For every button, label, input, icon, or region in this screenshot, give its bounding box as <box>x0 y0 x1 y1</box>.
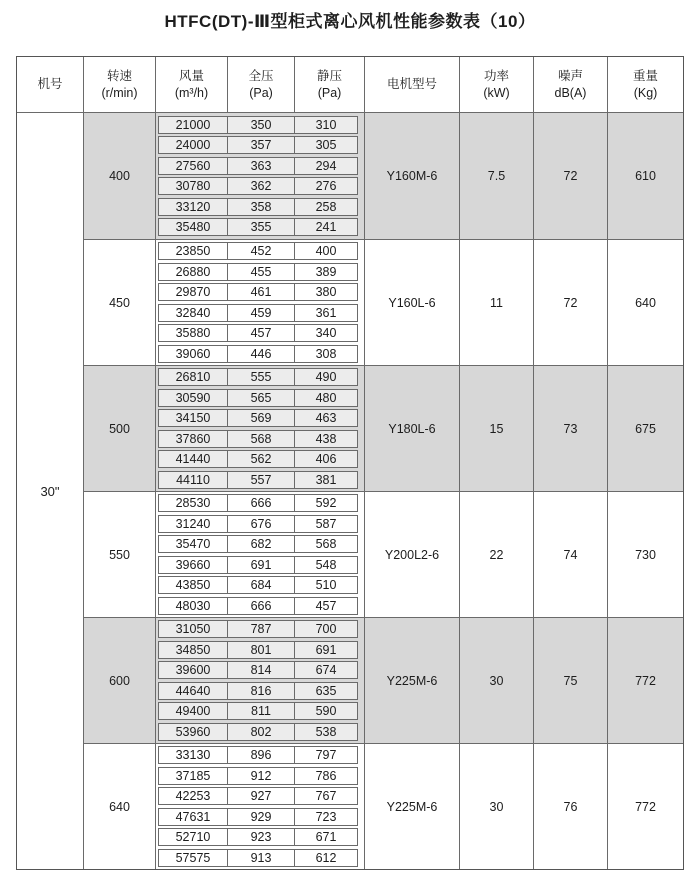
header-unit: (m³/h) <box>174 85 209 100</box>
performance-subtable <box>156 618 365 743</box>
motor-model-cell: Y225M-6 <box>365 618 460 743</box>
airflow-value: 37185 <box>159 768 228 784</box>
static-pressure-value: 674 <box>315 663 337 678</box>
speed-group-600 <box>84 617 683 743</box>
airflow-value: 30780 <box>159 178 228 194</box>
total-pressure-value: 923 <box>228 829 295 845</box>
motor-model-cell: Y225M-6 <box>365 744 460 869</box>
airflow-value: 34150 <box>159 410 228 426</box>
static-pressure-value: 310 <box>315 117 337 132</box>
static-pressure-value: 406 <box>315 452 337 467</box>
static-pressure-value: 612 <box>315 850 337 865</box>
total-pressure-value: 569 <box>228 410 295 426</box>
static-pressure-value: 592 <box>315 496 337 511</box>
total-pressure-value: 562 <box>228 451 295 467</box>
airflow-value: 26810 <box>159 369 228 385</box>
table-header-row <box>17 57 683 113</box>
static-pressure-value: 797 <box>315 748 337 763</box>
static-pressure-value: 381 <box>315 472 337 487</box>
static-pressure-value: 361 <box>315 305 337 320</box>
table-row <box>158 218 358 236</box>
speed-group-550 <box>84 491 683 617</box>
static-pressure-value: 568 <box>315 537 337 552</box>
total-pressure-value: 691 <box>228 557 295 573</box>
speed-cell: 500 <box>84 366 156 491</box>
static-pressure-value: 294 <box>315 158 337 173</box>
static-pressure-value: 587 <box>315 516 337 531</box>
table-row <box>158 723 358 741</box>
table-row <box>158 808 358 826</box>
header-cell-weight <box>608 57 683 112</box>
static-pressure-value: 767 <box>315 789 337 804</box>
table-row <box>158 324 358 342</box>
total-pressure-value: 676 <box>228 516 295 532</box>
table-row <box>158 556 358 574</box>
static-pressure-value: 389 <box>315 264 337 279</box>
static-pressure-value: 258 <box>315 199 337 214</box>
table-row <box>158 389 358 407</box>
table-row <box>158 746 358 764</box>
airflow-value: 26880 <box>159 264 228 280</box>
table-row <box>158 702 358 720</box>
power-cell: 22 <box>460 492 534 617</box>
total-pressure-value: 912 <box>228 768 295 784</box>
header-cell-power <box>460 57 534 112</box>
total-pressure-value: 568 <box>228 431 295 447</box>
performance-subtable <box>156 240 365 365</box>
fan-performance-table <box>16 56 684 870</box>
weight-cell: 610 <box>635 169 656 183</box>
static-pressure-value: 490 <box>315 370 337 385</box>
airflow-value: 41440 <box>159 451 228 467</box>
total-pressure-value: 355 <box>228 219 295 235</box>
total-pressure-value: 682 <box>228 536 295 552</box>
weight-cell: 640 <box>635 295 656 310</box>
total-pressure-value: 459 <box>228 305 295 321</box>
power-cell: 7.5 <box>460 113 534 239</box>
speed-group-500 <box>84 365 683 491</box>
header-unit: (Pa) <box>249 85 273 100</box>
total-pressure-value: 811 <box>228 703 295 719</box>
performance-subtable <box>156 744 365 869</box>
speed-cell: 640 <box>84 744 156 869</box>
total-pressure-value: 896 <box>228 747 295 763</box>
static-pressure-value: 510 <box>315 578 337 593</box>
header-unit: (Pa) <box>317 85 342 100</box>
static-pressure-value: 463 <box>315 411 337 426</box>
total-pressure-value: 666 <box>228 598 295 614</box>
header-cell-total-pressure <box>228 57 295 112</box>
total-pressure-value: 787 <box>228 621 295 637</box>
static-pressure-value: 548 <box>315 557 337 572</box>
motor-model-cell: Y180L-6 <box>365 366 460 491</box>
header-label: 机号 <box>37 77 63 92</box>
table-row <box>158 471 358 489</box>
table-row <box>158 136 358 154</box>
header-cell-airflow <box>156 57 228 112</box>
speed-cell: 550 <box>84 492 156 617</box>
airflow-value: 21000 <box>159 117 228 133</box>
power-cell: 15 <box>460 366 534 491</box>
table-row <box>158 177 358 195</box>
airflow-value: 48030 <box>159 598 228 614</box>
header-label: 转速 <box>106 69 132 84</box>
static-pressure-value: 538 <box>315 724 337 739</box>
airflow-value: 31050 <box>159 621 228 637</box>
performance-subtable <box>156 366 365 491</box>
airflow-value: 47631 <box>159 809 228 825</box>
airflow-value: 53960 <box>159 724 228 740</box>
static-pressure-value: 400 <box>315 244 337 259</box>
table-row <box>158 787 358 805</box>
motor-model-cell: Y160M-6 <box>365 113 460 239</box>
table-row <box>158 535 358 553</box>
total-pressure-value: 929 <box>228 809 295 825</box>
total-pressure-value: 362 <box>228 178 295 194</box>
static-pressure-value: 590 <box>315 704 337 719</box>
header-cell-static-pressure <box>295 57 365 112</box>
table-row <box>158 828 358 846</box>
table-row <box>158 345 358 363</box>
table-row <box>158 682 358 700</box>
header-label: 重量 <box>632 69 658 84</box>
airflow-value: 28530 <box>159 495 228 511</box>
speed-cell: 450 <box>84 240 156 365</box>
total-pressure-value: 814 <box>228 662 295 678</box>
total-pressure-value: 363 <box>228 158 295 174</box>
speed-cell: 400 <box>84 113 156 239</box>
header-cell-motor-model <box>365 57 460 112</box>
speed-group-400 <box>84 113 683 239</box>
table-row <box>158 263 358 281</box>
table-body <box>17 113 683 869</box>
header-label: 全压 <box>248 69 274 84</box>
airflow-value: 33130 <box>159 747 228 763</box>
power-cell: 30 <box>460 744 534 869</box>
airflow-value: 57575 <box>159 850 228 866</box>
total-pressure-value: 557 <box>228 472 295 488</box>
table-row <box>158 661 358 679</box>
static-pressure-value: 438 <box>315 431 337 446</box>
total-pressure-value: 461 <box>228 284 295 300</box>
airflow-value: 37860 <box>159 431 228 447</box>
header-unit: (r/min) <box>101 85 138 100</box>
total-pressure-value: 565 <box>228 390 295 406</box>
table-row <box>158 494 358 512</box>
table-row <box>158 368 358 386</box>
static-pressure-value: 723 <box>315 809 337 824</box>
header-label: 静压 <box>316 69 342 84</box>
airflow-value: 30590 <box>159 390 228 406</box>
airflow-value: 35470 <box>159 536 228 552</box>
airflow-value: 35880 <box>159 325 228 341</box>
performance-subtable <box>156 113 365 239</box>
speed-groups <box>84 113 683 869</box>
static-pressure-value: 276 <box>315 179 337 194</box>
header-label: 风量 <box>178 69 204 84</box>
machine-no-cell <box>17 113 84 869</box>
speed-cell: 600 <box>84 618 156 743</box>
speed-group-450 <box>84 239 683 365</box>
airflow-value: 27560 <box>159 158 228 174</box>
static-pressure-value: 700 <box>315 622 337 637</box>
header-unit: (Kg) <box>633 85 658 100</box>
table-row <box>158 597 358 615</box>
airflow-value: 39660 <box>159 557 228 573</box>
header-cell-machine-no <box>17 57 84 112</box>
table-row <box>158 620 358 638</box>
noise-cell: 73 <box>534 366 608 491</box>
total-pressure-value: 666 <box>228 495 295 511</box>
performance-subtable <box>156 492 365 617</box>
table-row <box>158 641 358 659</box>
static-pressure-value: 691 <box>315 642 337 657</box>
total-pressure-value: 358 <box>228 199 295 215</box>
static-pressure-value: 635 <box>315 683 337 698</box>
static-pressure-value: 308 <box>315 346 337 361</box>
static-pressure-value: 305 <box>315 138 337 153</box>
airflow-value: 32840 <box>159 305 228 321</box>
table-row <box>158 198 358 216</box>
table-row <box>158 430 358 448</box>
total-pressure-value: 816 <box>228 683 295 699</box>
static-pressure-value: 457 <box>315 598 337 613</box>
weight-cell: 772 <box>635 799 656 814</box>
speed-group-640 <box>84 743 683 869</box>
total-pressure-value: 801 <box>228 642 295 658</box>
noise-cell: 72 <box>534 113 608 239</box>
header-unit: dB(A) <box>554 85 587 100</box>
machine-no-value: 30" <box>40 483 60 499</box>
noise-cell: 72 <box>534 240 608 365</box>
airflow-value: 33120 <box>159 199 228 215</box>
static-pressure-value: 480 <box>315 390 337 405</box>
airflow-value: 44640 <box>159 683 228 699</box>
page-title: HTFC(DT)-Ⅲ型柜式离心风机性能参数表（10） <box>164 12 536 31</box>
motor-model-cell: Y160L-6 <box>365 240 460 365</box>
static-pressure-value: 380 <box>315 285 337 300</box>
static-pressure-value: 671 <box>315 830 337 845</box>
airflow-value: 29870 <box>159 284 228 300</box>
table-row <box>158 116 358 134</box>
total-pressure-value: 350 <box>228 117 295 133</box>
power-cell: 11 <box>460 240 534 365</box>
power-cell: 30 <box>460 618 534 743</box>
noise-cell: 75 <box>534 618 608 743</box>
airflow-value: 44110 <box>159 472 228 488</box>
table-row <box>158 409 358 427</box>
static-pressure-value: 786 <box>315 768 337 783</box>
header-label: 功率 <box>483 69 509 84</box>
airflow-value: 39600 <box>159 662 228 678</box>
total-pressure-value: 455 <box>228 264 295 280</box>
total-pressure-value: 457 <box>228 325 295 341</box>
header-label: 电机型号 <box>386 77 437 92</box>
total-pressure-value: 802 <box>228 724 295 740</box>
table-row <box>158 515 358 533</box>
total-pressure-value: 927 <box>228 788 295 804</box>
airflow-value: 49400 <box>159 703 228 719</box>
noise-cell: 74 <box>534 492 608 617</box>
header-unit: (kW) <box>483 85 510 100</box>
table-row <box>158 157 358 175</box>
table-row <box>158 242 358 260</box>
airflow-value: 52710 <box>159 829 228 845</box>
table-row <box>158 304 358 322</box>
airflow-value: 42253 <box>159 788 228 804</box>
header-cell-speed <box>84 57 156 112</box>
noise-cell: 76 <box>534 744 608 869</box>
header-label: 噪声 <box>557 69 583 84</box>
airflow-value: 24000 <box>159 137 228 153</box>
motor-model-cell: Y200L2-6 <box>365 492 460 617</box>
static-pressure-value: 241 <box>315 220 337 235</box>
table-row <box>158 283 358 301</box>
airflow-value: 31240 <box>159 516 228 532</box>
airflow-value: 43850 <box>159 577 228 593</box>
table-row <box>158 849 358 867</box>
header-cell-noise <box>534 57 608 112</box>
total-pressure-value: 452 <box>228 243 295 259</box>
airflow-value: 34850 <box>159 642 228 658</box>
static-pressure-value: 340 <box>315 326 337 341</box>
weight-cell: 730 <box>635 547 656 562</box>
table-row <box>158 767 358 785</box>
table-row <box>158 576 358 594</box>
total-pressure-value: 555 <box>228 369 295 385</box>
airflow-value: 35480 <box>159 219 228 235</box>
total-pressure-value: 357 <box>228 137 295 153</box>
total-pressure-value: 684 <box>228 577 295 593</box>
airflow-value: 23850 <box>159 243 228 259</box>
weight-cell: 675 <box>635 421 656 436</box>
airflow-value: 39060 <box>159 346 228 362</box>
weight-cell: 772 <box>635 673 656 688</box>
table-row <box>158 450 358 468</box>
total-pressure-value: 446 <box>228 346 295 362</box>
total-pressure-value: 913 <box>228 850 295 866</box>
